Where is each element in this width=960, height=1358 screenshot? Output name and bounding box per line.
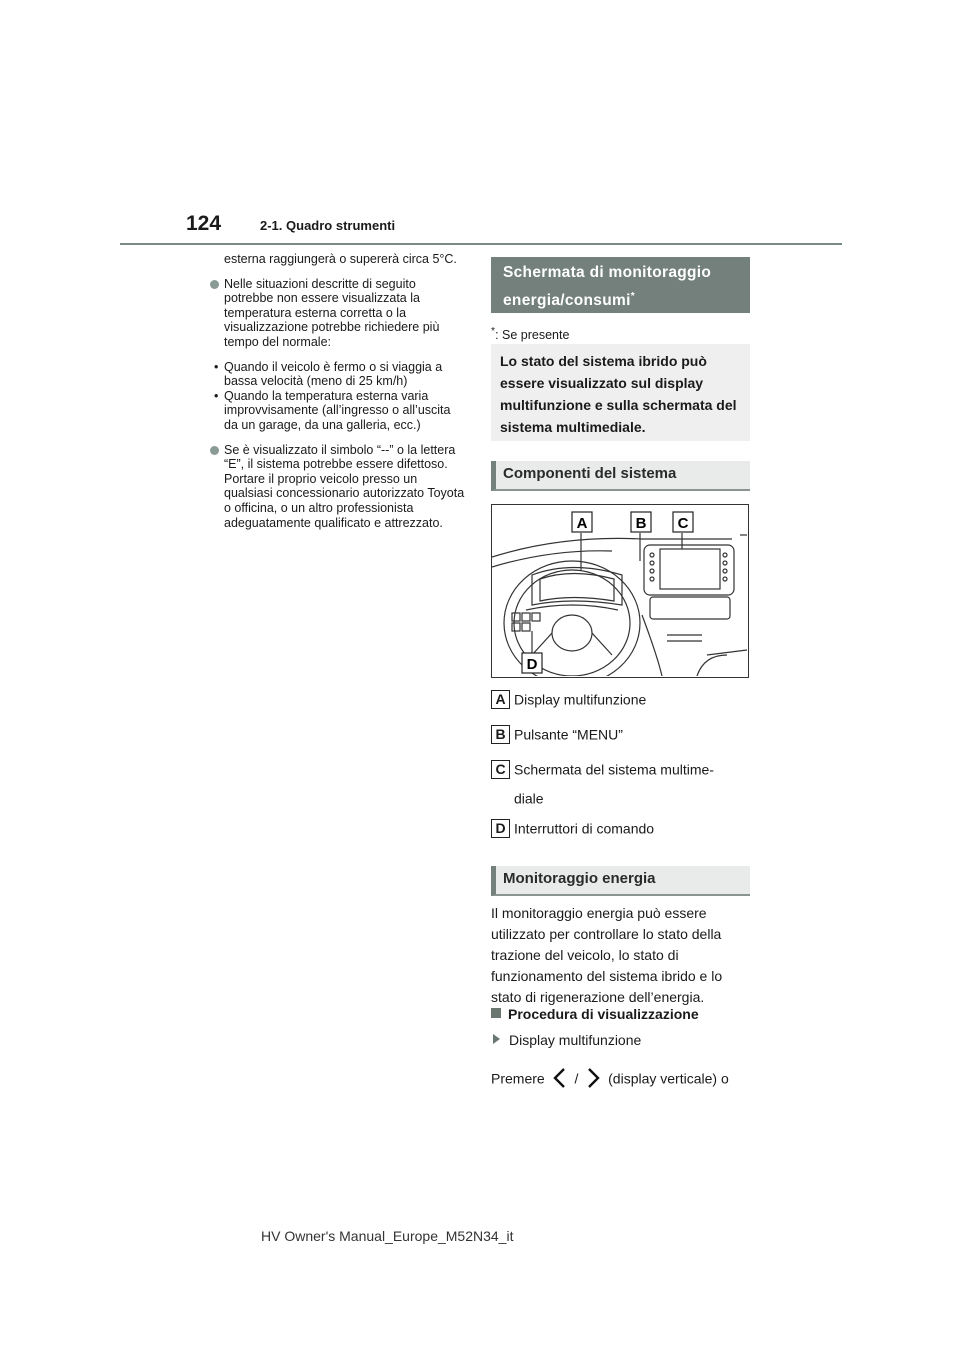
- bullet-text: Nelle situazioni descritte di seguito potrebbe non essere visualizzata la temperatura esterna corretta o la visualizzazione potrebbe richiedere più tempo del normale:: [224, 276, 440, 349]
- sub-bullet-text: Quando il veicolo è fermo o si viaggia a bassa velocità (meno di 25 km/h): [224, 359, 443, 389]
- display-item-text: Display multifunzione: [509, 1032, 642, 1048]
- procedure-heading: [491, 1006, 699, 1022]
- footer-text: HV Owner's Manual_Europe_M52N34_it: [261, 1228, 514, 1244]
- section-heading: [503, 261, 750, 313]
- legend-letter: A: [491, 690, 510, 709]
- legend-letter: C: [491, 760, 510, 779]
- components-heading: [491, 461, 750, 491]
- legend-item-c: [491, 760, 714, 779]
- bullet-dot-icon: [210, 280, 219, 289]
- sub-bullet-marker: •: [214, 359, 219, 374]
- callout-labels: [522, 512, 693, 673]
- header-rule: [120, 243, 842, 245]
- intro-text: Lo stato del sistema ibrido può essere visualizzato sul display multifunzione e sulla schermata del sistema multimediale.: [500, 353, 737, 435]
- procedure-heading-text: Procedura di visualizzazione: [508, 1006, 699, 1022]
- instruction-end: (display verticale) o: [608, 1070, 729, 1087]
- section-title: 2-1. Quadro strumenti: [260, 218, 396, 233]
- legend-item-b: [491, 725, 623, 744]
- components-heading-text: Componenti del sistema: [503, 465, 677, 482]
- legend-letter: B: [491, 725, 510, 744]
- legend-letter: D: [491, 819, 510, 838]
- instruction-separator: /: [574, 1070, 579, 1087]
- bullet-item: [210, 443, 466, 531]
- legend-item-d: [491, 819, 654, 838]
- sub-bullet-item: [210, 360, 466, 389]
- bullet-item: [210, 277, 466, 350]
- asterisk-mark: *: [630, 291, 635, 302]
- legend-text: diale: [514, 790, 544, 807]
- instruction-line: [491, 1067, 729, 1089]
- callout-b: B: [635, 515, 647, 532]
- section-title-box: [491, 257, 750, 313]
- footnote-asterisk: *: [491, 326, 496, 337]
- sub-bullet-item: [210, 389, 466, 433]
- legend-text: Schermata del sistema multime-: [514, 761, 714, 778]
- dashboard-illustration: [491, 504, 749, 678]
- instruction-start: Premere: [491, 1070, 545, 1087]
- left-column: [210, 252, 466, 540]
- legend-item-c-continuation: [514, 789, 544, 806]
- footnote: [491, 326, 569, 342]
- callout-a: A: [576, 515, 588, 532]
- callout-c: C: [677, 515, 689, 532]
- page-number: 124: [186, 212, 222, 235]
- continuation-text: esterna raggiungerà o supererà circa 5°C.: [224, 252, 457, 266]
- chevron-right-icon: [582, 1067, 604, 1089]
- callout-d: D: [526, 656, 538, 673]
- bullet-dot-icon: [210, 446, 219, 455]
- intro-box: [491, 344, 750, 441]
- monitor-heading: [491, 866, 750, 896]
- legend-text: Pulsante “MENU”: [514, 726, 623, 743]
- legend-item-a: [491, 690, 646, 709]
- sub-bullet-text: Quando la temperatura esterna varia improvvisamente (all’ingresso o all’uscita da un garage, da una galleria, ecc.): [224, 388, 451, 432]
- sub-bullet-marker: •: [214, 388, 219, 403]
- legend-text: Interruttori di comando: [514, 820, 655, 837]
- bullet-text: Se è visualizzato il simbolo “--” o la lettera “E”, il sistema potrebbe essere difettoso. Portare il proprio veicolo presso un qualsiasi concessionario autorizzato Toyota o officina, o un altro professionista adeguatamente qualificato e attrezzato.: [224, 442, 465, 530]
- section-heading-text: Schermata di monitoraggio energia/consumi: [503, 264, 712, 310]
- chevron-left-icon: [549, 1067, 571, 1089]
- dashboard-drawing: [492, 505, 747, 676]
- square-bullet-icon: [491, 1008, 501, 1018]
- monitor-body-text: Il monitoraggio energia può essere utilizzato per controllare lo stato della trazione del veicolo, lo stato di funzionamento del sistema ibrido e lo stato di rigenerazione dell’energia.: [491, 905, 723, 1005]
- display-item: [493, 1032, 641, 1048]
- monitor-heading-text: Monitoraggio energia: [503, 870, 656, 887]
- triangle-bullet-icon: [493, 1034, 500, 1044]
- legend-text: Display multifunzione: [514, 691, 647, 708]
- footnote-text: : Se presente: [495, 328, 570, 343]
